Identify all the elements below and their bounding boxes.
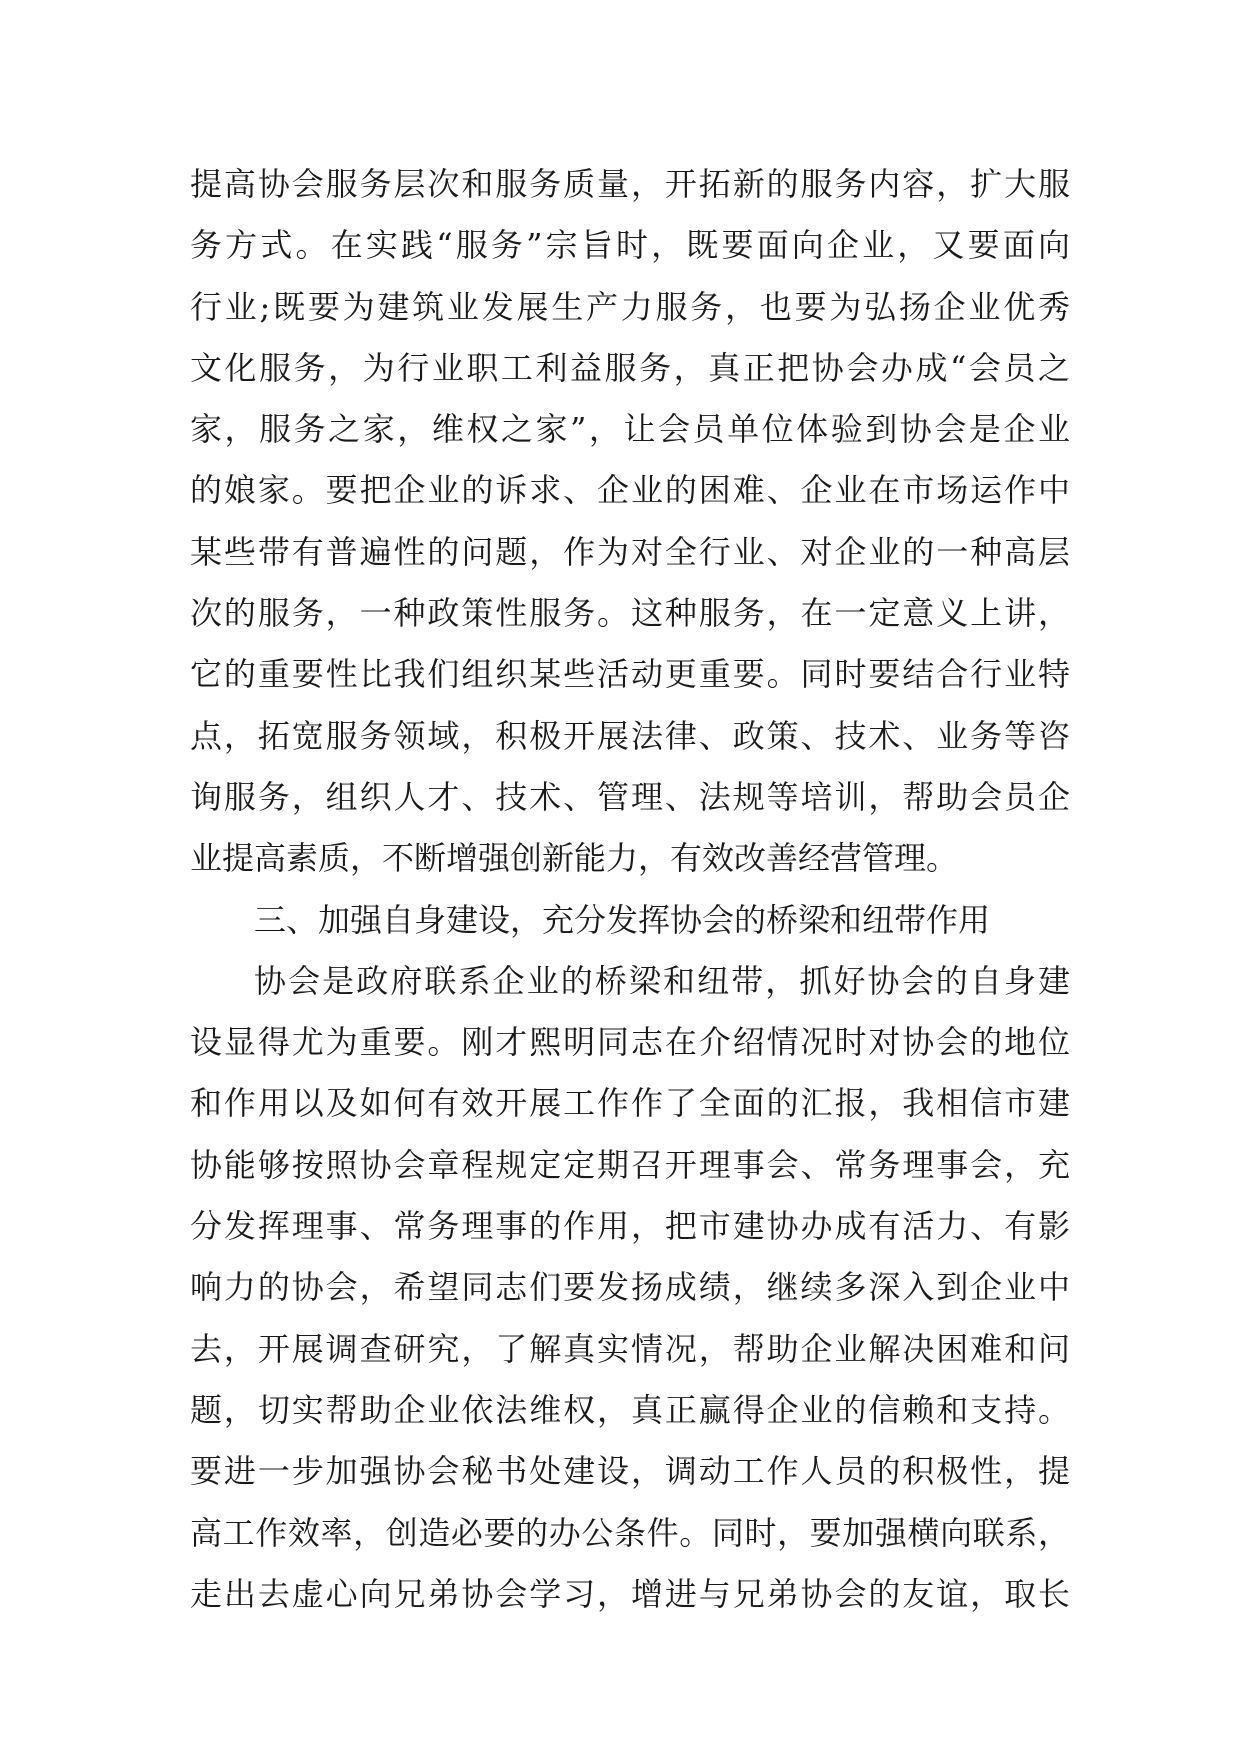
text-line: 询服务，组织人才、技术、管理、法规等培训，帮助会员企 [190,777,1070,816]
text-line: 协能够按照协会章程规定定期召开理事会、常务理事会，充 [190,1145,1070,1184]
text-line: 某些带有普遍性的问题，作为对全行业、对企业的一种高层 [190,532,1070,571]
text-line: 要进一步加强协会秘书处建设，调动工作人员的积极性，提 [190,1452,1070,1491]
text-line: 提高协会服务层次和服务质量，开拓新的服务内容，扩大服 [190,165,1070,203]
text-line: 家，服务之家，维权之家”，让会员单位体验到协会是企业 [190,410,1070,449]
section-heading: 三、加强自身建设，充分发挥协会的桥梁和纽带作用 [254,900,991,939]
text-line: 响力的协会，希望同志们要发扬成绩，继续多深入到企业中 [190,1268,1070,1307]
text-line: 走出去虚心向兄弟协会学习，增进与兄弟协会的友谊，取长 [190,1574,1070,1613]
text-line: 的娘家。要把企业的诉求、企业的困难、企业在市场运作中 [190,471,1070,510]
text-line: 题，切实帮助企业依法维权，真正赢得企业的信赖和支持。 [190,1390,1070,1429]
text-line: 和作用以及如何有效开展工作作了全面的汇报，我相信市建 [190,1084,1070,1123]
body-text [190,154,1070,1625]
text-line: 点，拓宽服务领域，积极开展法律、政策、技术、业务等咨 [190,716,1070,755]
text-line: 行业;既要为建筑业发展生产力服务，也要为弘扬企业优秀 [190,287,1070,326]
text-line: 协会是政府联系企业的桥梁和纽带，抓好协会的自身建 [254,961,1070,1000]
text-line: 分发挥理事、常务理事的作用，把市建协办成有活力、有影 [190,1207,1070,1246]
text-line: 设显得尤为重要。刚才熙明同志在介绍情况时对协会的地位 [190,1023,1070,1062]
text-line: 业提高素质，不断增强创新能力，有效改善经营管理。 [190,839,959,878]
text-line: 文化服务，为行业职工利益服务，真正把协会办成“会员之 [190,348,1070,387]
text-line: 高工作效率，创造必要的办公条件。同时，要加强横向联系， [190,1513,1070,1552]
text-line: 次的服务，一种政策性服务。这种服务，在一定意义上讲， [190,594,1070,633]
text-line: 去，开展调查研究，了解真实情况，帮助企业解决困难和问 [190,1329,1070,1368]
text-line: 务方式。在实践“服务”宗旨时，既要面向企业，又要面向 [190,226,1070,265]
text-line: 它的重要性比我们组织某些活动更重要。同时要结合行业特 [190,655,1070,694]
